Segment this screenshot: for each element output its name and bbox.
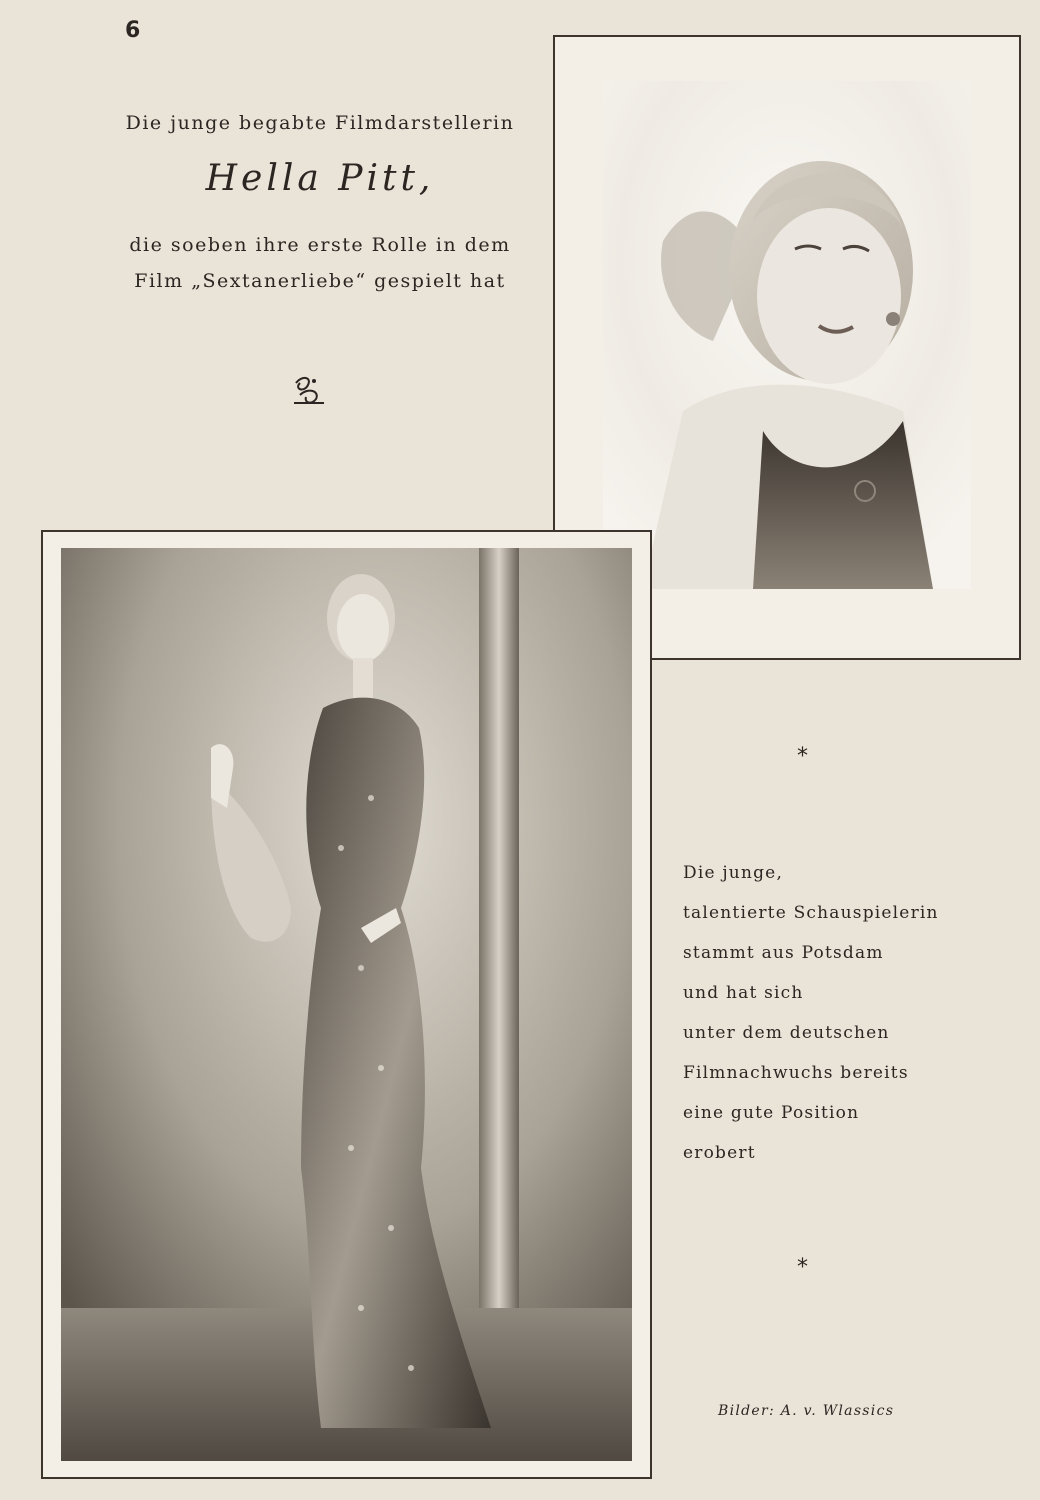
page-number: 6 — [125, 18, 141, 43]
full-figure-photo-frame — [41, 530, 652, 1479]
decorative-star-top: * — [797, 744, 808, 769]
portrait-photo-icon — [603, 81, 971, 589]
photo-credit: Bilder: A. v. Wlassics — [718, 1403, 895, 1419]
intro-block — [100, 108, 540, 299]
intro-line-3: Film „Sextanerliebe“ gespielt hat — [134, 270, 506, 292]
body-line-6: Filmnachwuchs bereits — [683, 1063, 909, 1083]
ornament-icon — [290, 373, 330, 409]
body-text — [683, 860, 983, 1180]
body-line-4: und hat sich — [683, 983, 804, 1003]
body-line-7: eine gute Position — [683, 1103, 860, 1123]
body-line-5: unter dem deutschen — [683, 1023, 890, 1043]
body-line-8: erobert — [683, 1143, 756, 1163]
body-line-1: Die junge, — [683, 863, 784, 883]
body-line-3: stammt aus Potsdam — [683, 943, 884, 963]
full-figure-photo-icon — [61, 548, 632, 1461]
actress-name: Hella Pitt, — [205, 158, 435, 199]
decorative-star-bottom: * — [797, 1255, 808, 1280]
body-line-2: talentierte Schauspielerin — [683, 903, 939, 923]
intro-line-2: die soeben ihre erste Rolle in dem — [129, 234, 511, 256]
intro-line-1: Die junge begabte Filmdarstellerin — [125, 112, 515, 134]
